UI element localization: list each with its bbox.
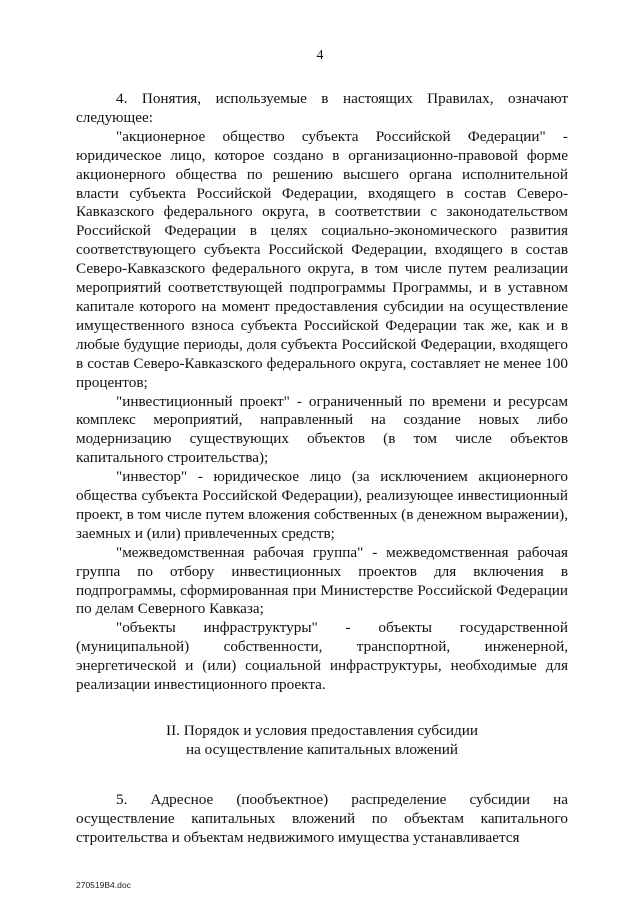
paragraph-definition-joint-stock-company: "акционерное общество субъекта Российской Федерации" - юридическое лицо, которое создано в организационно-правовой форме акционерного общества по решению высшего органа исполнительной власти субъекта Российской Федерации, входящего в состав Северо-Кавказского федерального округа, в соответствии с законодательством Российской Федерации в целях социально-экономического развития соответствующего субъекта Российской Федерации, входящего в состав Северо-Кавказского федерального округа, в том числе путем реализации мероприятий соответствующей подпрограммы Программы, и в уставном капитале которого на момент предоставления субсидии на осуществление имущественного взноса субъекта Российской Федерации так же, как и в любые будущие периоды, доля субъекта Российской Федерации, входящего в состав Северо-Кавказского федерального округа, составляет не менее 100 процентов; [76, 127, 568, 391]
paragraph-definition-investment-project: "инвестиционный проект" - ограниченный по времени и ресурсам комплекс мероприятий, направленный на создание новых либо модернизацию существующих объектов (в том числе объектов капитального строительства); [76, 392, 568, 467]
section-heading-line-2: на осуществление капитальных вложений [185, 741, 459, 758]
paragraph-definition-infrastructure: "объекты инфраструктуры" - объекты государственной (муниципальной) собственности, транспортной, инженерной, энергетической и (или) социальной инфраструктуры, необходимые для реализации инвестиционного проекта. [76, 619, 568, 694]
paragraph-definitions-intro: 4. Понятия, используемые в настоящих Правилах, означают следующее: [76, 90, 568, 126]
paragraph-definition-working-group: "межведомственная рабочая группа" - межведомственная рабочая группа по отбору инвестиционных проектов для включения в подпрограммы, сформированная при Министерстве Российской Федерации по делам Северного Кавказа; [76, 543, 568, 618]
document-body [76, 90, 568, 848]
paragraph-definition-investor: "инвестор" - юридическое лицо (за исключением акционерного общества субъекта Российской Федерации), реализующее инвестиционный проект, в том числе путем вложения собственных (в денежном выражении), заемных и (или) привлеченных средств; [76, 468, 568, 542]
section-heading-line-1: II. Порядок и условия предоставления субсидии [166, 722, 478, 739]
paragraph-subsidy-distribution: 5. Адресное (пообъектное) распределение субсидии на осуществление капитальных вложений по объектам капитального строительства и объектам недвижимого имущества устанавливается [76, 791, 568, 846]
page-number: 4 [316, 48, 324, 63]
footer-file-code: 270519В4.doc [76, 880, 131, 890]
section-heading [76, 721, 568, 759]
